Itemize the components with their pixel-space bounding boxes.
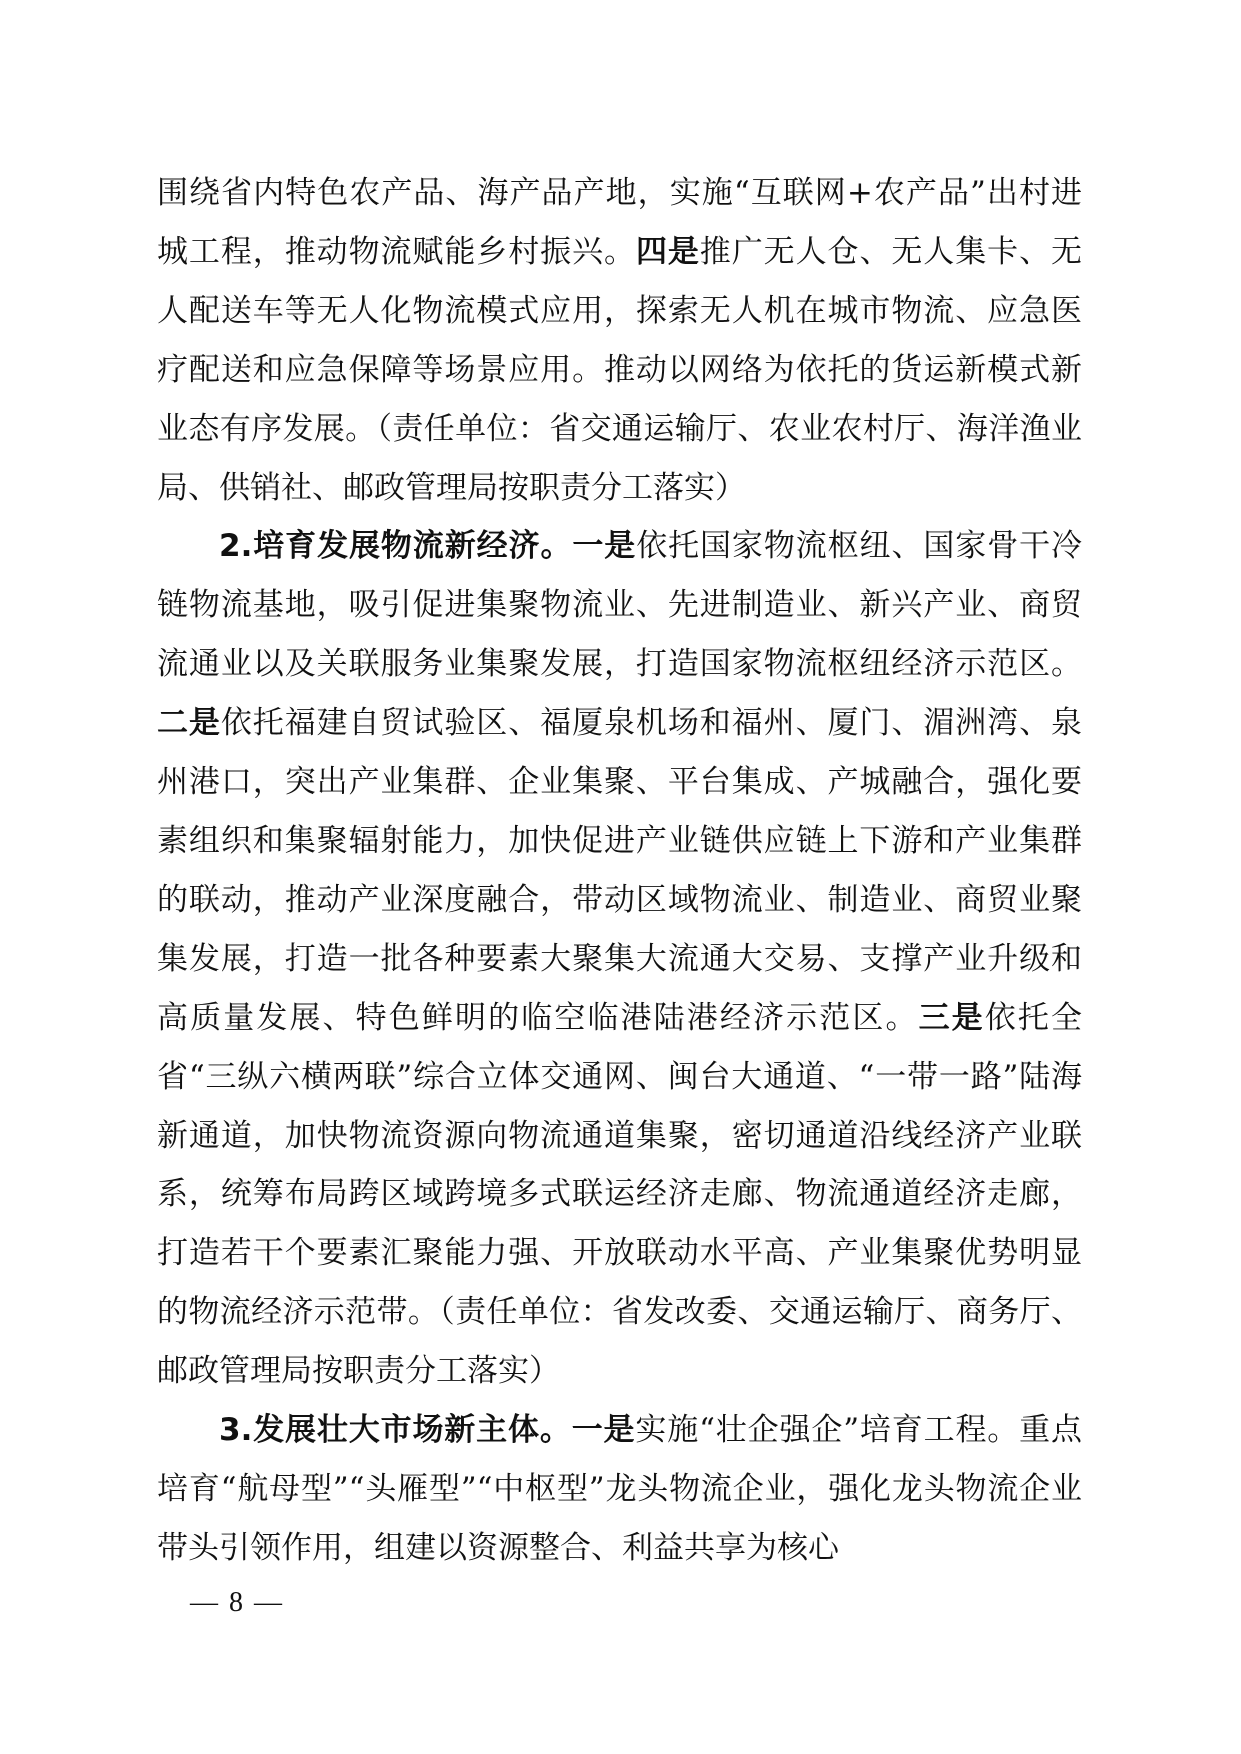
paragraph-text: 依托福建自贸试验区、福厦泉机场和福州、厦门、湄洲湾、泉州港口，突出产业集群、企业集聚、平台集成、产城融合，强化要素组织和集聚辐射能力，加快促进产业链供应链上下游和产业集群的联动，推动产业深度融合，带动区域物流业、制造业、商贸业聚集发展，打造一批各种要素大聚集大流通大交易、支撑产业升级和高质量发展、特色鲜明的临空临港陆港经济示范区。	[157, 705, 1082, 1036]
bold-marker: 一是	[572, 528, 637, 565]
paragraph-text: 实施“壮企强企”培育工程。重点培育“航母型”“头雁型”“中枢型”龙头物流企业，强化龙头物流企业带头引领作用，组建以资源整合、利益共享为核心	[157, 1412, 1082, 1566]
paragraph-text: 依托全省“三纵六横两联”综合立体交通网、闽台大通道、“一带一路”陆海新通道，加快物流资源向物流通道集聚，密切通道沿线经济产业联系，统筹布局跨区域跨境多式联运经济走廊、物流通道经济走廊，打造若干个要素汇聚能力强、开放联动水平高、产业集聚优势明显的物流经济示范带。（责任单位：省发改委、交通运输厅、商务厅、邮政管理局按职责分工落实）	[157, 999, 1083, 1390]
paragraph-section-2	[157, 517, 1082, 1401]
bold-marker: 一是	[571, 1412, 636, 1449]
paragraph-text: 围绕省内特色农产品、海产品产地，实施“互联网+农产品”出村进城工程，推动物流赋能乡村振兴。	[157, 175, 1082, 270]
document-body	[157, 164, 1082, 1578]
page-number: — 8 —	[190, 1587, 284, 1618]
bold-marker: 三是	[918, 999, 985, 1036]
paragraph-section-3	[157, 1401, 1082, 1578]
paragraph-text: 推广无人仓、无人集卡、无人配送车等无人化物流模式应用，探索无人机在城市物流、应急医疗配送和应急保障等场景应用。推动以网络为依托的货运新模式新业态有序发展。（责任单位：省交通运输厅、农业农村厅、海洋渔业局、供销社、邮政管理局按职责分工落实）	[157, 233, 1083, 506]
bold-marker: 四是	[635, 233, 700, 270]
paragraph-continuation	[157, 164, 1082, 517]
section-heading: 2.培育发展物流新经济。	[219, 528, 573, 565]
bold-marker: 二是	[157, 705, 221, 742]
paragraph-text: 依托国家物流枢纽、国家骨干冷链物流基地，吸引促进集聚物流业、先进制造业、新兴产业、商贸流通业以及关联服务业集聚发展，打造国家物流枢纽经济示范区。	[157, 528, 1083, 683]
section-heading: 3.发展壮大市场新主体。	[219, 1412, 572, 1449]
